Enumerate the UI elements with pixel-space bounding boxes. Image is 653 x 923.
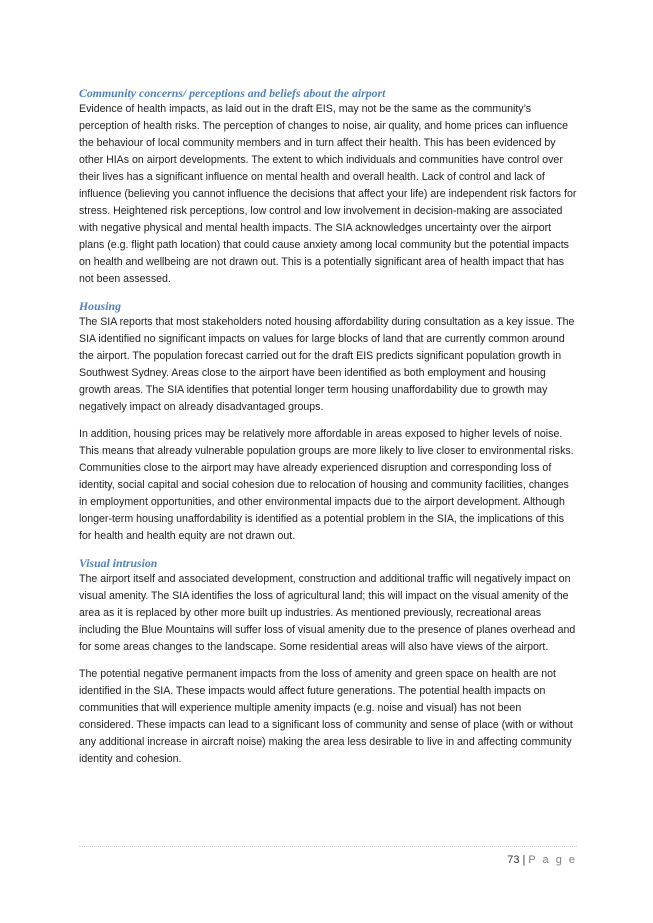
section-heading: Community concerns/ perceptions and beliefs about the airport bbox=[79, 86, 386, 100]
section-heading: Housing bbox=[79, 299, 121, 313]
footer-separator: | bbox=[522, 854, 526, 866]
page-number: 73 bbox=[507, 854, 520, 866]
paragraph: Evidence of health impacts, as laid out in the draft EIS, may not be the same as the community’s perception of health risks. The perception of changes to noise, air quality, and home prices can influence the behaviour of local community members and in turn affect their health. This has been evidenced by other HIAs on airport developments. The extent to which individuals and communities have control over their lives has a significant influence on mental health and overall health. Lack of control and lack of influence (believing you cannot influence the decisions that affect your life) are independent risk factors for stress. Heightened risk perceptions, low control and low involvement in decision-making are associated with negative physical and mental health impacts. The SIA acknowledges uncertainty over the airport plans (e.g. flight path location) that could cause anxiety among local community but the potential impacts on health and wellbeing are not drawn out. This is a potentially significant area of health impact that has not been assessed. bbox=[79, 103, 577, 285]
paragraph: The airport itself and associated development, construction and additional traffic will negatively impact on visual amenity. The SIA identifies the loss of agricultural land; this will impact on the visual amenity of the area as it is replaced by other more built up industries. As mentioned previously, recreational areas including the Blue Mountains will suffer loss of visual amenity due to the presence of planes overhead and for some areas changes to the landscape. Some residential areas will also have views of the airport. bbox=[79, 573, 576, 653]
section-visual-intrusion bbox=[79, 555, 577, 768]
section-housing bbox=[79, 298, 577, 545]
paragraph: The potential negative permanent impacts from the loss of amenity and green space on health are not identified in the SIA. These impacts would affect future generations. The potential health impacts on communities that will experience multiple amenity impacts (e.g. noise and visual) has not been considered. These impacts can lead to a significant loss of community and sense of place (with or without any additional increase in aircraft noise) making the area less desirable to live in and affecting community identity and cohesion. bbox=[79, 668, 573, 765]
section-heading: Visual intrusion bbox=[79, 556, 158, 570]
page-label: P a g e bbox=[528, 854, 577, 866]
page-content bbox=[79, 79, 577, 778]
section-community-concerns bbox=[79, 85, 577, 288]
page-footer bbox=[79, 846, 577, 866]
paragraph: The SIA reports that most stakeholders noted housing affordability during consultation as a key issue. The SIA identified no significant impacts on values for large blocks of land that are currently common around the airport. The population forecast carried out for the draft EIS predicts significant population growth in Southwest Sydney. Areas close to the airport have been identified as both employment and housing growth areas. The SIA identifies that potential longer term housing unaffordability due to growth may negatively impact on already disadvantaged groups. bbox=[79, 316, 575, 413]
paragraph: In addition, housing prices may be relatively more affordable in areas exposed to higher levels of noise. This means that already vulnerable population groups are more likely to live closer to environmental risks. Communities close to the airport may have already experienced disruption and corresponding loss of identity, social capital and social cohesion due to relocation of housing and community facilities, changes in employment opportunities, and other environmental impacts due to the airport development. Although longer-term housing unaffordability is identified as a potential problem in the SIA, the implications of this for health and health equity are not drawn out. bbox=[79, 428, 574, 542]
